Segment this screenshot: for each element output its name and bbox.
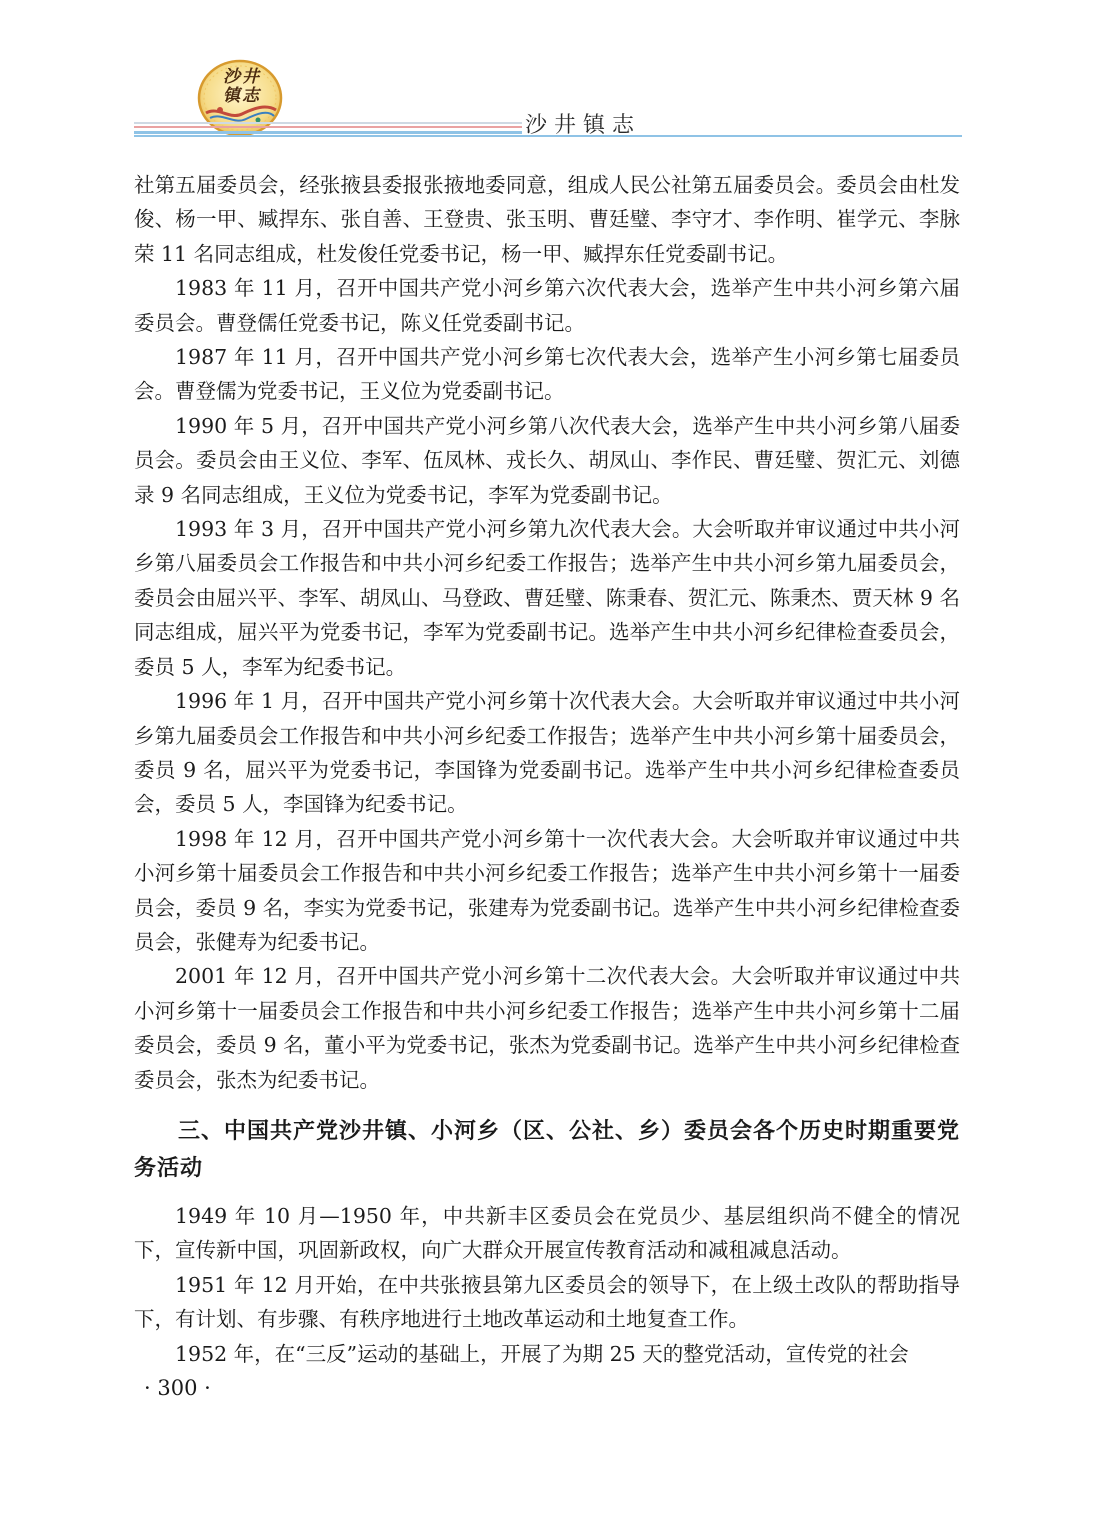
paragraph: 1987 年 11 月，召开中国共产党小河乡第七次代表大会，选举产生小河乡第七届委员会。曹登儒为党委书记，王义位为党委副书记。 [134,345,960,404]
paragraph: 1983 年 11 月，召开中国共产党小河乡第六次代表大会，选举产生中共小河乡第六届委员会。曹登儒任党委书记，陈义任党委副书记。 [134,276,960,335]
paragraph: 1996 年 1 月，召开中国共产党小河乡第十次代表大会。大会听取并审议通过中共小河乡第九届委员会工作报告和中共小河乡纪委工作报告；选举产生中共小河乡第十届委员会，委员 9 名，屈兴平为党委书记，李国锋为党委副书记。选举产生中共小河乡纪律检查委员会，委员 5 人，李国锋为纪委书记。 [134,689,960,817]
paragraph: 1998 年 12 月，召开中国共产党小河乡第十一次代表大会。大会听取并审议通过中共小河乡第十届委员会工作报告和中共小河乡纪委工作报告；选举产生中共小河乡第十一届委员会，委员 9 名，李实为党委书记，张建寿为党委副书记。选举产生中共小河乡纪律检查委员会，张健寿为纪委书记。 [134,826,960,954]
page-number: · 300 · [144,1376,211,1400]
header-rule [134,131,522,134]
running-title: 沙井镇志 [525,113,642,138]
paragraph: 社第五届委员会，经张掖县委报张掖地委同意，组成人民公社第五届委员会。委员会由杜发俊、杨一甲、臧捍东、张自善、王登贵、张玉明、曹廷璧、李守才、李作明、崔学元、李脉荣 11 名同志组成，杜发俊任党委书记，杨一甲、臧捍东任党委副书记。 [134,173,960,266]
page-body [134,168,960,1371]
paragraph: 1951 年 12 月开始，在中共张掖县第九区委员会的领导下，在上级土改队的帮助指导下，有计划、有步骤、有秩序地进行土地改革运动和土地复查工作。 [134,1272,960,1332]
paragraph: 1990 年 5 月，召开中国共产党小河乡第八次代表大会，选举产生中共小河乡第八届委员会。委员会由王义位、李军、伍凤林、戎长久、胡凤山、李作民、曹廷璧、贺汇元、刘德录 9 名同志组成，王义位为党委书记，李军为党委副书记。 [134,413,960,507]
seal-lettering: 沙井镇志 [223,67,261,106]
running-header [0,0,1093,150]
header-rule [134,126,522,128]
header-rule [134,122,522,124]
section-heading: 三、中国共产党沙井镇、小河乡（区、公社、乡）委员会各个历史时期重要党务活动 [134,1118,961,1181]
paragraph: 1949 年 10 月—1950 年，中共新丰区委员会在党员少、基层组织尚不健全的情况下，宣传新中国，巩固新政权，向广大群众开展宣传教育活动和减租减息活动。 [134,1203,960,1263]
paragraph: 1993 年 3 月，召开中国共产党小河乡第九次代表大会。大会听取并审议通过中共小河乡第八届委员会工作报告和中共小河乡纪委工作报告；选举产生中共小河乡第九届委员会，委员会由屈兴平、李军、胡凤山、马登政、曹廷璧、陈秉春、贺汇元、陈秉杰、贾天林 9 名同志组成，屈兴平为党委书记，李军为党委副书记。选举产生中共小河乡纪律检查委员会，委员 5 人，李军为纪委书记。 [134,517,960,679]
paragraph: 2001 年 12 月，召开中国共产党小河乡第十二次代表大会。大会听取并审议通过中共小河乡第十一届委员会工作报告和中共小河乡纪委工作报告；选举产生中共小河乡第十二届委员会，委员 9 名，董小平为党委书记，张杰为党委副书记。选举产生中共小河乡纪律检查委员会，张杰为纪委书记。 [134,964,960,1092]
paragraph: 1952 年，在“三反”运动的基础上，开展了为期 25 天的整党活动，宣传党的社会 [175,1341,909,1366]
